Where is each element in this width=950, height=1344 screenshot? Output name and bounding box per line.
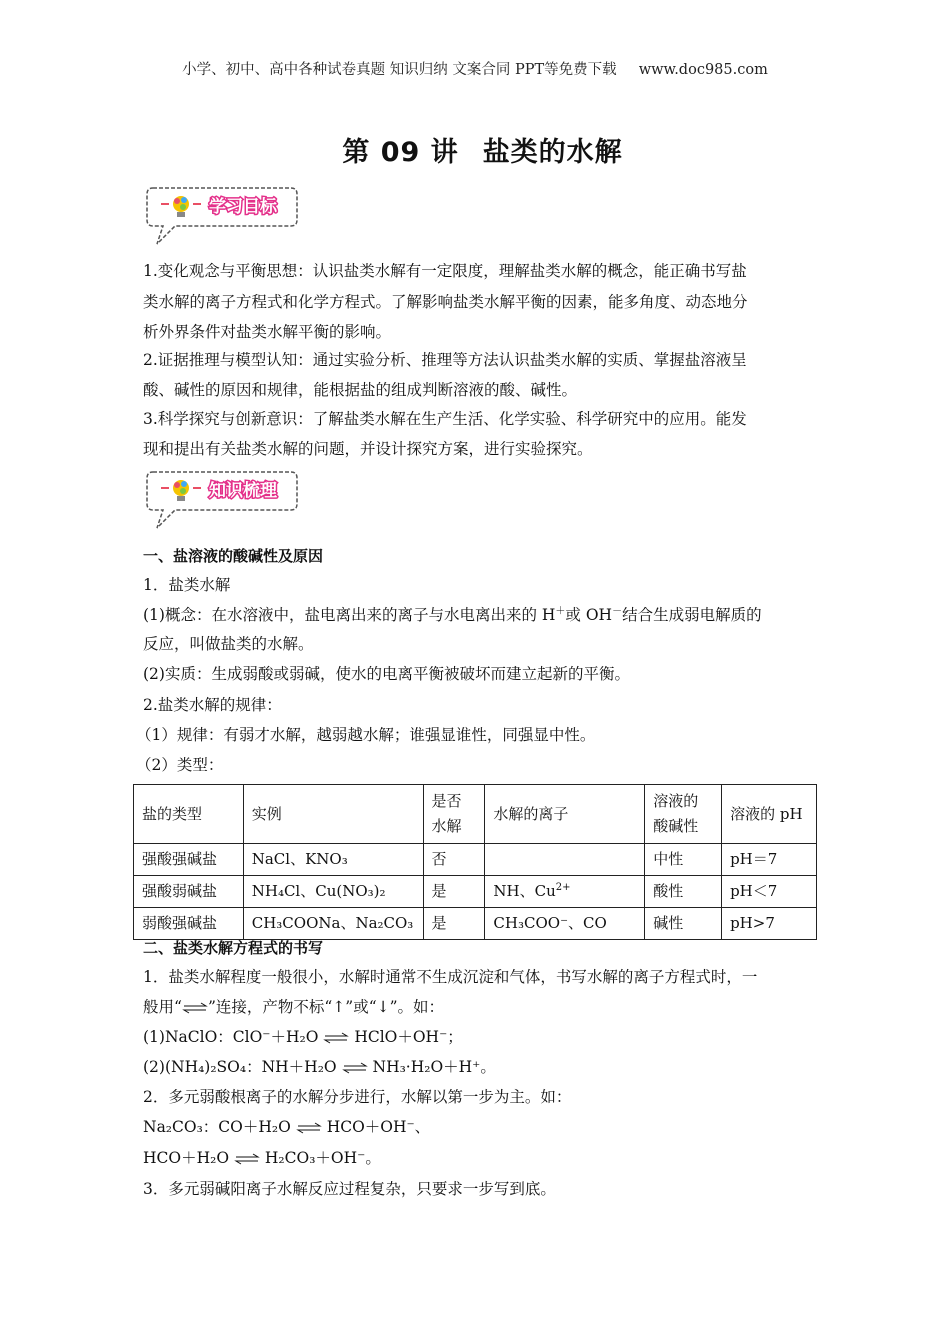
equation-3: Na₂CO₃：CO＋H₂O HCO＋OH⁻、 [143,1118,431,1136]
types-line: （2）类型： [136,756,224,774]
goal-3-line-2: 现和提出有关盐类水解的问题，并设计探究方案，进行实验探究。 [143,440,593,458]
section-1-heading: 一、盐溶液的酸碱性及原因 [143,547,324,565]
equilibrium-arrow-icon [342,1062,368,1074]
cell-ph: pH＜7 [722,876,817,908]
cell-acidity: 酸性 [645,876,722,908]
concept-line-2: 反应，叫做盐类的水解。 [143,635,314,653]
essence-line: (2)实质：生成弱酸或弱碱，使水的电离平衡被破坏而建立起新的平衡。 [143,665,630,683]
header-acidity: 溶液的 酸碱性 [645,785,722,844]
rule-1-line-1: 1．盐类水解程度一般很小，水解时通常不生成沉淀和气体，书写水解的离子方程式时，一 [143,968,758,986]
goal-1-line-2: 类水解的离子方程式和化学方程式。了解影响盐类水解平衡的因素，能多角度、动态地分 [143,293,748,311]
equation-1: (1)NaClO：ClO⁻＋H₂O HClO＋OH⁻； [143,1028,463,1046]
cell-example: NaCl、KNO₃ [243,844,423,876]
cell-ph: pH＝7 [722,844,817,876]
cell-acidity: 碱性 [645,908,722,940]
section-1-sub-2: 2.盐类水解的规律： [143,696,282,714]
cell-hydrolysis: 是 [423,876,485,908]
table-row [134,844,817,876]
header-ph: 溶液的 pH [722,785,817,844]
header-text: 小学、初中、高中各种试卷真题 知识归纳 文案合同 PPT等免费下载 [182,62,617,78]
equilibrium-arrow-icon [296,1122,322,1134]
cell-example: NH₄Cl、Cu(NO₃)₂ [243,876,423,908]
title-topic: 盐类的水解 [482,137,623,168]
equilibrium-arrow-icon [323,1032,349,1044]
goal-2-line-1: 2.证据推理与模型认知：通过实验分析、推理等方法认识盐类水解的实质、掌握盐溶液呈 [143,351,747,369]
cell-type: 弱酸强碱盐 [134,908,244,940]
cell-ions: NH、$Cu^{2+}$ [485,876,645,908]
table-row [134,908,817,940]
equation-2: (2)(NH₄)₂SO₄：NH＋H₂O NH₃·H₂O＋H⁺。 [143,1058,496,1076]
header-ions: 水解的离子 [485,785,645,844]
equilibrium-arrow-icon [182,1002,208,1014]
section-2-heading: 二、盐类水解方程式的书写 [143,939,324,957]
title-lecture: 第 09 讲 [342,137,459,168]
cell-ions [485,844,645,876]
rule-1-line-2: 般用“ ”连接，产物不标“↑”或“↓”。如： [143,998,445,1016]
concept-text-b: 或 OH [565,606,613,624]
goal-1-line-1: 1.变化观念与平衡思想：认识盐类水解有一定限度，理解盐类水解的概念，能正确书写盐 [143,262,747,280]
equation-4: HCO＋H₂O H₂CO₃＋OH⁻。 [143,1149,381,1167]
rule-line: （1）规律：有弱才水解，越弱越水解；谁强显谁性，同强显中性。 [136,726,596,744]
concept-text-c: 结合生成弱电解质的 [622,606,762,624]
cell-example: CH₃COONa、Na₂CO₃ [243,908,423,940]
concept-line-1: (1)概念：在水溶液中，盐电离出来的离子与水电离出来的 H＋或 OH－结合生成弱电解质的 [143,605,762,624]
cell-type: 强酸强碱盐 [134,844,244,876]
cell-ions: CH₃COO⁻、CO [485,908,645,940]
page-title [0,130,950,169]
header-hydrolysis: 是否 水解 [423,785,485,844]
table-row [134,876,817,908]
page-header [0,58,950,79]
cell-ph: pH>7 [722,908,817,940]
knowledge-review-badge [143,468,300,530]
table-header-row [134,785,817,844]
cell-type: 强酸弱碱盐 [134,876,244,908]
rule-3: 3．多元弱碱阳离子水解反应过程复杂，只要求一步写到底。 [143,1180,556,1198]
header-url[interactable]: www.doc985.com [638,62,768,78]
rule-2: 2．多元弱酸根离子的水解分步进行，水解以第一步为主。如： [143,1088,572,1106]
cell-hydrolysis: 否 [423,844,485,876]
salt-types-table [133,784,817,940]
goal-1-line-3: 析外界条件对盐类水解平衡的影响。 [143,323,392,341]
learning-goals-label: 学习目标 [209,197,277,217]
goal-3-line-1: 3.科学探究与创新意识：了解盐类水解在生产生活、化学实验、科学研究中的应用。能发 [143,410,747,428]
knowledge-review-label: 知识梳理 [209,481,277,501]
cell-hydrolysis: 是 [423,908,485,940]
concept-text-a: (1)概念：在水溶液中，盐电离出来的离子与水电离出来的 H [143,606,556,624]
section-1-sub-1: 1．盐类水解 [143,576,231,594]
goal-2-line-2: 酸、碱性的原因和规律，能根据盐的组成判断溶液的酸、碱性。 [143,381,578,399]
equilibrium-arrow-icon [234,1153,260,1165]
header-example: 实例 [243,785,423,844]
learning-goals-badge [143,184,300,246]
header-salt-type: 盐的类型 [134,785,244,844]
cell-acidity: 中性 [645,844,722,876]
